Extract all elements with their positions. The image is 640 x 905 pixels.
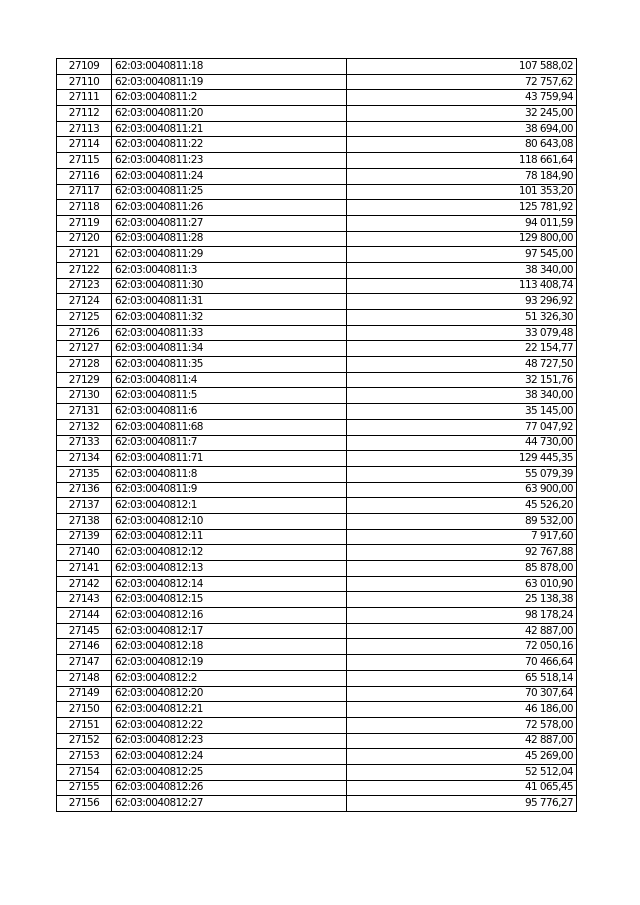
table-row [57,247,577,263]
table-row [57,262,577,278]
table-row [57,623,577,639]
cadastral-number-cell: 62:03:0040812:10 [112,513,347,529]
cadastral-number-cell: 62:03:0040811:32 [112,310,347,326]
row-number-cell: 27134 [57,451,112,467]
table-row [57,670,577,686]
cadastral-number-cell: 62:03:0040811:71 [112,451,347,467]
table-row [57,294,577,310]
cadastral-number-cell: 62:03:0040811:6 [112,404,347,420]
cadastral-value-cell: 38 340,00 [347,388,577,404]
row-number-cell: 27115 [57,153,112,169]
table-row [57,529,577,545]
row-number-cell: 27144 [57,608,112,624]
cadastral-value-cell: 33 079,48 [347,325,577,341]
row-number-cell: 27140 [57,545,112,561]
row-number-cell: 27130 [57,388,112,404]
table-row [57,404,577,420]
cadastral-value-cell: 72 050,16 [347,639,577,655]
cadastral-value-cell: 35 145,00 [347,404,577,420]
row-number-cell: 27133 [57,435,112,451]
row-number-cell: 27113 [57,121,112,137]
cadastral-number-cell: 62:03:0040812:1 [112,498,347,514]
row-number-cell: 27136 [57,482,112,498]
cadastral-value-cell: 78 184,90 [347,168,577,184]
cadastral-number-cell: 62:03:0040811:33 [112,325,347,341]
cadastral-number-cell: 62:03:0040811:28 [112,231,347,247]
row-number-cell: 27109 [57,59,112,75]
cadastral-value-cell: 51 326,30 [347,310,577,326]
row-number-cell: 27139 [57,529,112,545]
row-number-cell: 27150 [57,702,112,718]
row-number-cell: 27156 [57,796,112,812]
row-number-cell: 27111 [57,90,112,106]
table-row [57,796,577,812]
row-number-cell: 27146 [57,639,112,655]
document-page [56,58,577,812]
row-number-cell: 27122 [57,262,112,278]
cadastral-value-cell: 129 445,35 [347,451,577,467]
table-row [57,498,577,514]
cadastral-number-cell: 62:03:0040811:21 [112,121,347,137]
cadastral-number-cell: 62:03:0040811:26 [112,200,347,216]
row-number-cell: 27126 [57,325,112,341]
table-row [57,702,577,718]
row-number-cell: 27149 [57,686,112,702]
row-number-cell: 27123 [57,278,112,294]
cadastral-value-cell: 41 065,45 [347,780,577,796]
cadastral-value-cell: 63 010,90 [347,576,577,592]
table-row [57,733,577,749]
cadastral-number-cell: 62:03:0040812:24 [112,749,347,765]
table-row [57,576,577,592]
cadastral-number-cell: 62:03:0040811:8 [112,466,347,482]
table-row [57,655,577,671]
row-number-cell: 27145 [57,623,112,639]
cadastral-number-cell: 62:03:0040811:18 [112,59,347,75]
row-number-cell: 27120 [57,231,112,247]
table-row [57,435,577,451]
cadastral-number-cell: 62:03:0040812:27 [112,796,347,812]
cadastral-value-cell: 7 917,60 [347,529,577,545]
row-number-cell: 27147 [57,655,112,671]
cadastral-value-cell: 45 269,00 [347,749,577,765]
table-row [57,608,577,624]
row-number-cell: 27141 [57,561,112,577]
cadastral-number-cell: 62:03:0040811:7 [112,435,347,451]
cadastral-value-table [56,58,577,812]
table-row [57,513,577,529]
row-number-cell: 27116 [57,168,112,184]
table-row [57,137,577,153]
cadastral-value-cell: 72 757,62 [347,74,577,90]
cadastral-value-cell: 42 887,00 [347,623,577,639]
table-row [57,74,577,90]
cadastral-value-cell: 125 781,92 [347,200,577,216]
row-number-cell: 27128 [57,357,112,373]
cadastral-number-cell: 62:03:0040812:21 [112,702,347,718]
table-row [57,592,577,608]
cadastral-number-cell: 62:03:0040812:25 [112,764,347,780]
cadastral-value-cell: 63 900,00 [347,482,577,498]
cadastral-value-cell: 72 578,00 [347,717,577,733]
cadastral-number-cell: 62:03:0040811:24 [112,168,347,184]
cadastral-number-cell: 62:03:0040812:12 [112,545,347,561]
cadastral-value-cell: 107 588,02 [347,59,577,75]
table-row [57,764,577,780]
cadastral-value-cell: 44 730,00 [347,435,577,451]
row-number-cell: 27137 [57,498,112,514]
cadastral-value-cell: 38 340,00 [347,262,577,278]
row-number-cell: 27125 [57,310,112,326]
row-number-cell: 27151 [57,717,112,733]
row-number-cell: 27117 [57,184,112,200]
row-number-cell: 27154 [57,764,112,780]
table-row [57,278,577,294]
row-number-cell: 27132 [57,419,112,435]
table-row [57,310,577,326]
table-row [57,153,577,169]
cadastral-value-cell: 45 526,20 [347,498,577,514]
cadastral-number-cell: 62:03:0040811:30 [112,278,347,294]
cadastral-value-cell: 94 011,59 [347,215,577,231]
cadastral-number-cell: 62:03:0040811:23 [112,153,347,169]
cadastral-number-cell: 62:03:0040812:2 [112,670,347,686]
row-number-cell: 27110 [57,74,112,90]
cadastral-number-cell: 62:03:0040811:35 [112,357,347,373]
cadastral-number-cell: 62:03:0040811:68 [112,419,347,435]
cadastral-number-cell: 62:03:0040811:2 [112,90,347,106]
row-number-cell: 27112 [57,106,112,122]
table-row [57,341,577,357]
cadastral-number-cell: 62:03:0040811:19 [112,74,347,90]
row-number-cell: 27135 [57,466,112,482]
table-row [57,451,577,467]
table-row [57,90,577,106]
cadastral-number-cell: 62:03:0040812:16 [112,608,347,624]
cadastral-value-cell: 80 643,08 [347,137,577,153]
row-number-cell: 27121 [57,247,112,263]
cadastral-number-cell: 62:03:0040811:3 [112,262,347,278]
table-row [57,545,577,561]
cadastral-number-cell: 62:03:0040812:17 [112,623,347,639]
table-row [57,466,577,482]
row-number-cell: 27153 [57,749,112,765]
cadastral-number-cell: 62:03:0040811:27 [112,215,347,231]
cadastral-value-cell: 38 694,00 [347,121,577,137]
row-number-cell: 27127 [57,341,112,357]
cadastral-value-cell: 46 186,00 [347,702,577,718]
cadastral-number-cell: 62:03:0040812:26 [112,780,347,796]
cadastral-value-cell: 55 079,39 [347,466,577,482]
cadastral-number-cell: 62:03:0040811:9 [112,482,347,498]
cadastral-value-cell: 70 307,64 [347,686,577,702]
table-row [57,372,577,388]
cadastral-value-cell: 113 408,74 [347,278,577,294]
cadastral-number-cell: 62:03:0040811:20 [112,106,347,122]
cadastral-value-cell: 89 532,00 [347,513,577,529]
table-row [57,121,577,137]
cadastral-number-cell: 62:03:0040811:31 [112,294,347,310]
row-number-cell: 27131 [57,404,112,420]
table-row [57,749,577,765]
row-number-cell: 27143 [57,592,112,608]
row-number-cell: 27129 [57,372,112,388]
cadastral-value-cell: 32 245,00 [347,106,577,122]
cadastral-value-cell: 95 776,27 [347,796,577,812]
table-row [57,215,577,231]
table-row [57,780,577,796]
row-number-cell: 27124 [57,294,112,310]
cadastral-value-cell: 32 151,76 [347,372,577,388]
cadastral-value-cell: 25 138,38 [347,592,577,608]
row-number-cell: 27114 [57,137,112,153]
cadastral-value-cell: 98 178,24 [347,608,577,624]
cadastral-number-cell: 62:03:0040811:4 [112,372,347,388]
cadastral-value-cell: 101 353,20 [347,184,577,200]
cadastral-value-cell: 42 887,00 [347,733,577,749]
table-row [57,717,577,733]
row-number-cell: 27152 [57,733,112,749]
row-number-cell: 27155 [57,780,112,796]
table-row [57,482,577,498]
cadastral-number-cell: 62:03:0040811:29 [112,247,347,263]
cadastral-number-cell: 62:03:0040811:5 [112,388,347,404]
cadastral-number-cell: 62:03:0040811:22 [112,137,347,153]
table-row [57,200,577,216]
row-number-cell: 27142 [57,576,112,592]
cadastral-number-cell: 62:03:0040812:11 [112,529,347,545]
table-body [57,59,577,812]
cadastral-number-cell: 62:03:0040811:25 [112,184,347,200]
row-number-cell: 27148 [57,670,112,686]
row-number-cell: 27118 [57,200,112,216]
cadastral-value-cell: 70 466,64 [347,655,577,671]
table-row [57,639,577,655]
cadastral-value-cell: 92 767,88 [347,545,577,561]
table-row [57,231,577,247]
table-row [57,106,577,122]
table-row [57,184,577,200]
cadastral-number-cell: 62:03:0040812:13 [112,561,347,577]
cadastral-value-cell: 93 296,92 [347,294,577,310]
row-number-cell: 27119 [57,215,112,231]
cadastral-value-cell: 77 047,92 [347,419,577,435]
table-row [57,168,577,184]
cadastral-number-cell: 62:03:0040812:22 [112,717,347,733]
cadastral-value-cell: 65 518,14 [347,670,577,686]
cadastral-value-cell: 118 661,64 [347,153,577,169]
cadastral-number-cell: 62:03:0040812:23 [112,733,347,749]
table-row [57,357,577,373]
cadastral-value-cell: 129 800,00 [347,231,577,247]
row-number-cell: 27138 [57,513,112,529]
table-row [57,388,577,404]
cadastral-value-cell: 48 727,50 [347,357,577,373]
cadastral-value-cell: 22 154,77 [347,341,577,357]
table-row [57,59,577,75]
cadastral-number-cell: 62:03:0040812:20 [112,686,347,702]
cadastral-number-cell: 62:03:0040812:14 [112,576,347,592]
table-row [57,686,577,702]
cadastral-number-cell: 62:03:0040812:19 [112,655,347,671]
cadastral-value-cell: 85 878,00 [347,561,577,577]
table-row [57,325,577,341]
cadastral-value-cell: 97 545,00 [347,247,577,263]
cadastral-number-cell: 62:03:0040811:34 [112,341,347,357]
cadastral-value-cell: 52 512,04 [347,764,577,780]
table-row [57,419,577,435]
table-row [57,561,577,577]
cadastral-number-cell: 62:03:0040812:18 [112,639,347,655]
cadastral-number-cell: 62:03:0040812:15 [112,592,347,608]
cadastral-value-cell: 43 759,94 [347,90,577,106]
